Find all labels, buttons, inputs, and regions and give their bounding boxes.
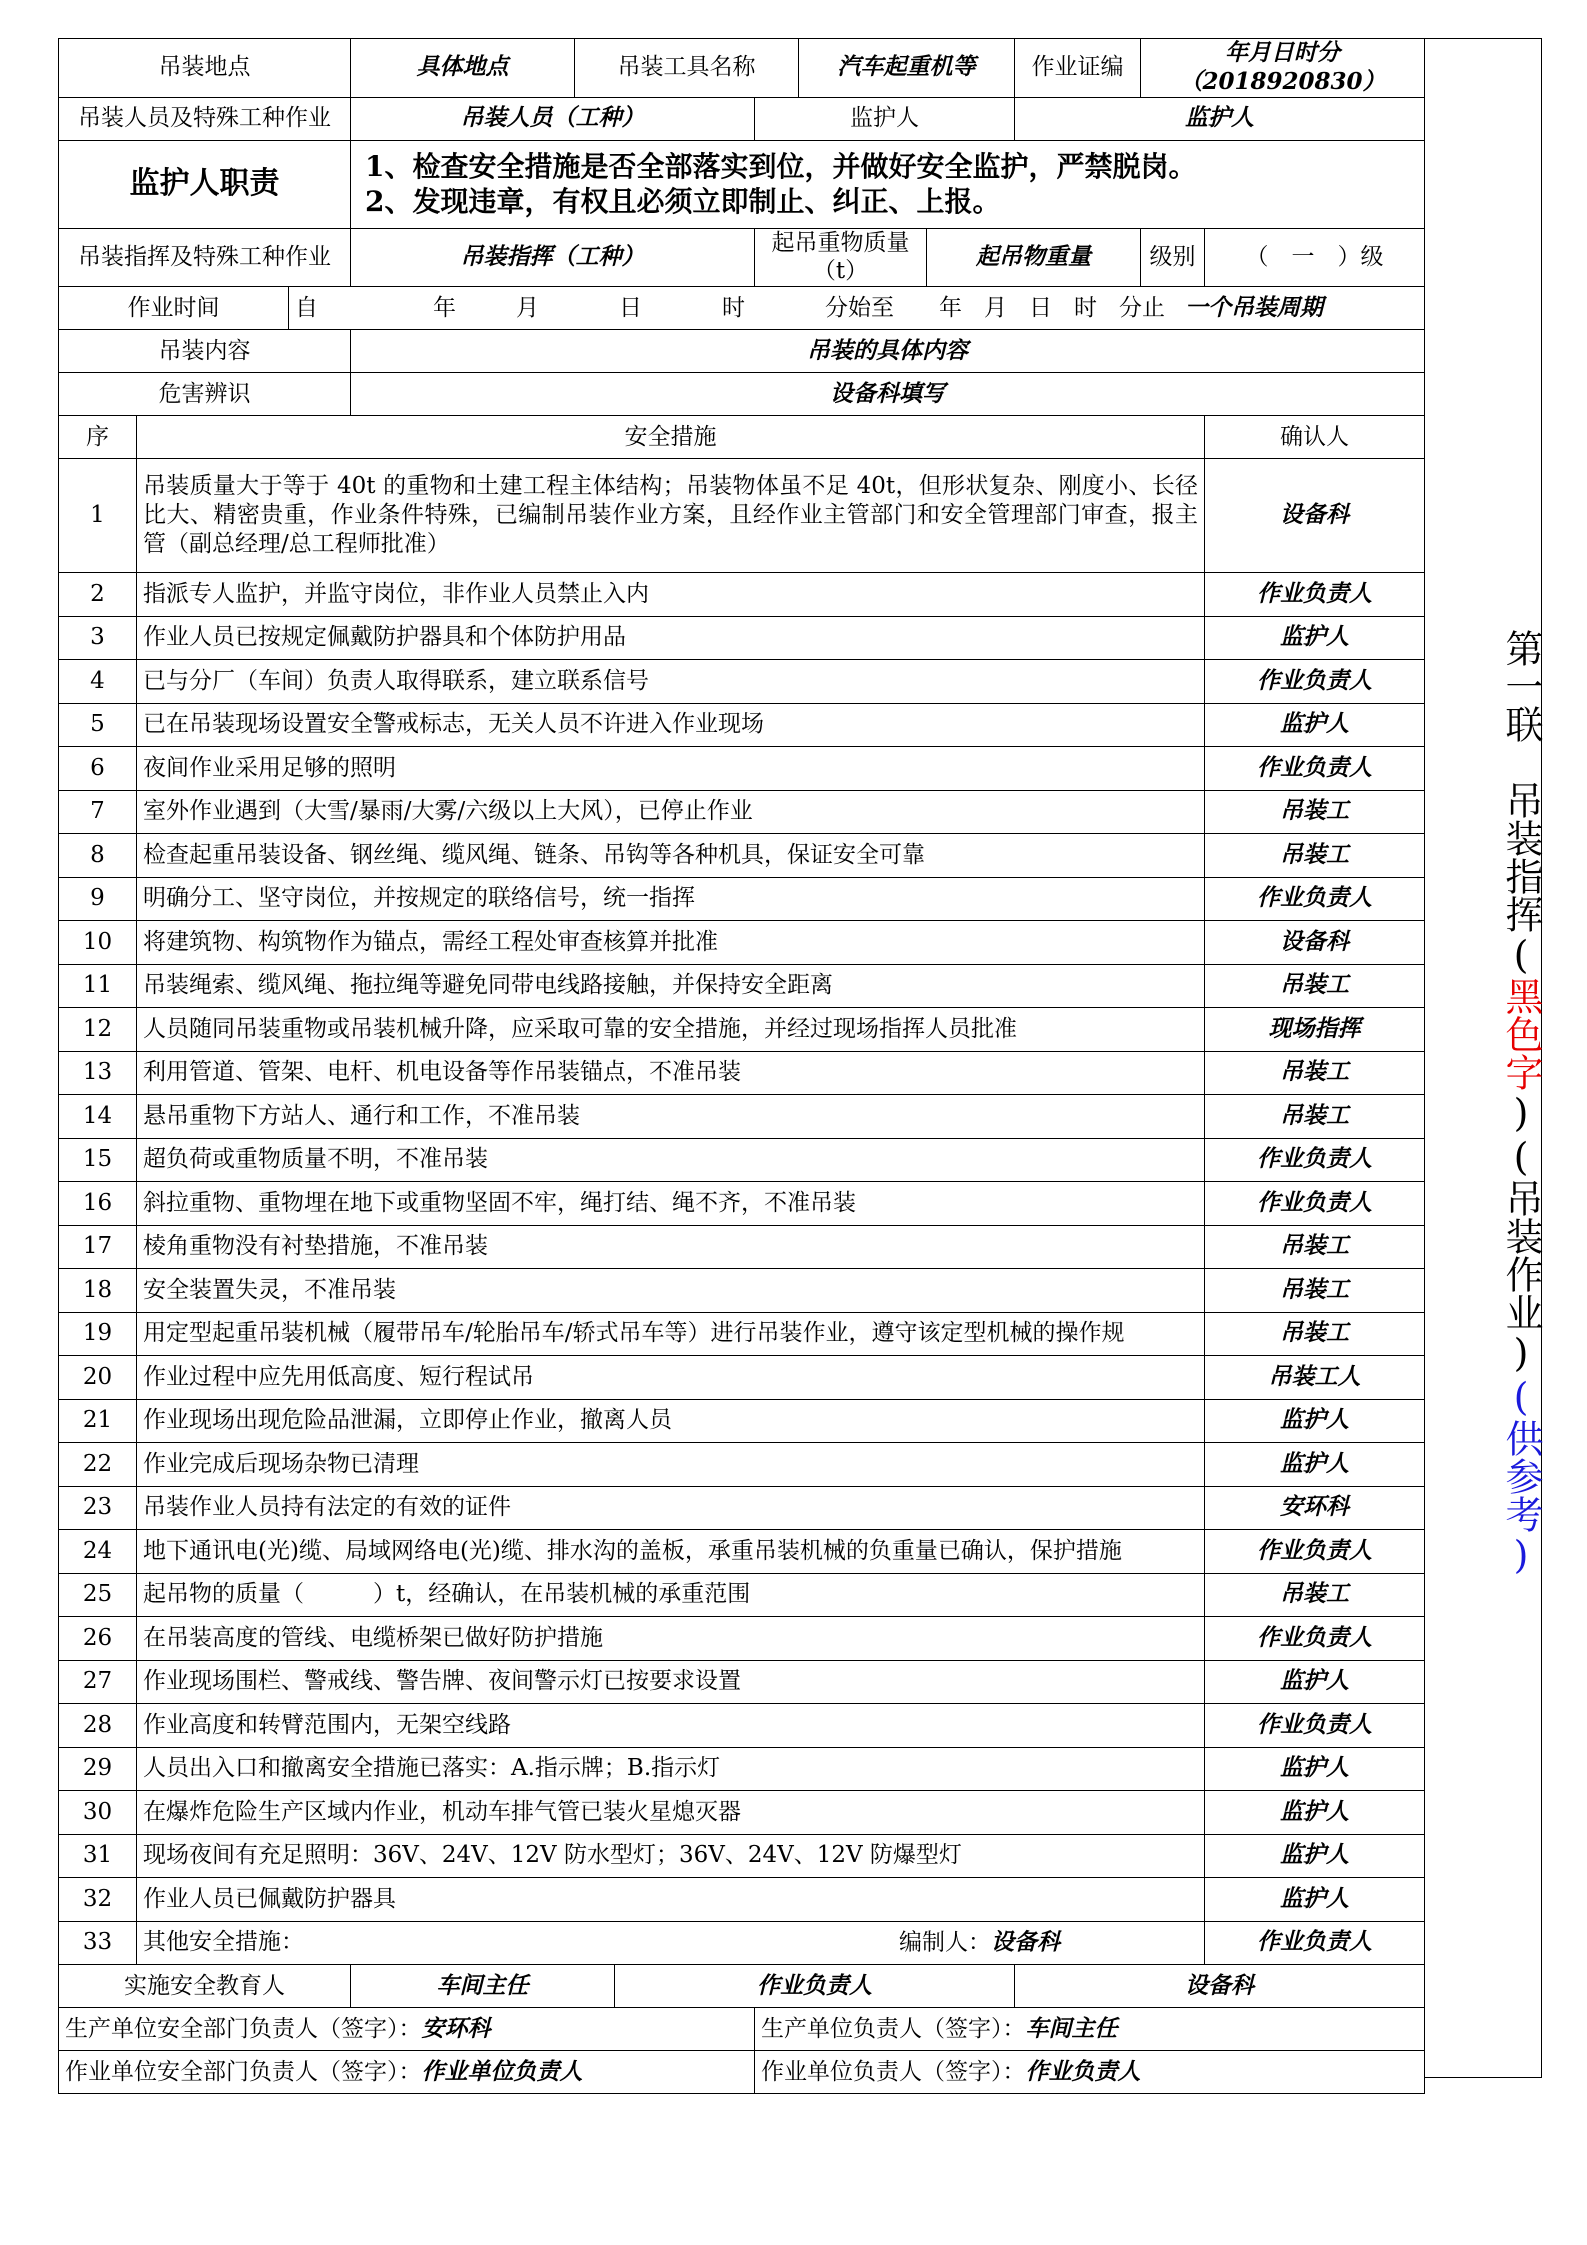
measure-text: 已与分厂（车间）负责人取得联系，建立联系信号 — [137, 660, 1205, 704]
measure-confirm[interactable]: 监护人 — [1205, 1878, 1425, 1922]
row-guardian-duty — [59, 140, 1425, 228]
measure-confirm[interactable]: 设备科 — [1205, 921, 1425, 965]
grade-value[interactable]: （ 一 ）级 — [1205, 228, 1425, 287]
row-command — [59, 228, 1425, 287]
hazard-value[interactable]: 设备科填写 — [351, 373, 1425, 416]
col-measure-header: 安全措施 — [137, 416, 1205, 459]
measure-no: 7 — [59, 790, 137, 834]
measure-text: 检查起重吊装设备、钢丝绳、缆风绳、链条、吊钩等各种机具，保证安全可靠 — [137, 834, 1205, 878]
editor-label: 编制人： — [899, 1929, 991, 1956]
measure-confirm[interactable]: 吊装工 — [1205, 1269, 1425, 1313]
row-measures-header — [59, 416, 1425, 459]
lifting-permit-form — [58, 38, 1425, 2094]
grade-label: 级别 — [1141, 228, 1205, 287]
measure-no: 31 — [59, 1834, 137, 1878]
measure-text: 棱角重物没有衬垫措施，不准吊装 — [137, 1225, 1205, 1269]
signature-cell[interactable] — [59, 2051, 755, 2094]
copy-label-column — [1424, 38, 1542, 2078]
time-day2: 日 — [1029, 294, 1052, 321]
measure-no: 3 — [59, 616, 137, 660]
measure-no: 1 — [59, 459, 137, 573]
measure-text: 室外作业遇到（大雪/暴雨/大雾/六级以上大风），已停止作业 — [137, 790, 1205, 834]
measure-no: 10 — [59, 921, 137, 965]
duty-line-2: 2、发现违章，有权且必须立即制止、纠正、上报。 — [365, 185, 1001, 218]
measure-text: 吊装绳索、缆风绳、拖拉绳等避免同带电线路接触，并保持安全距离 — [137, 964, 1205, 1008]
time-month: 月 — [516, 294, 539, 321]
measure-row — [59, 921, 1425, 965]
measure-no: 28 — [59, 1704, 137, 1748]
measure-confirm[interactable]: 监护人 — [1205, 1660, 1425, 1704]
signature-label: 作业单位安全部门负责人（签字）： — [65, 2058, 422, 2085]
measure-row — [59, 1008, 1425, 1052]
measure-confirm[interactable]: 作业负责人 — [1205, 1704, 1425, 1748]
edu-signer-3[interactable]: 设备科 — [1015, 1965, 1425, 2008]
measure-confirm[interactable]: 吊装工 — [1205, 964, 1425, 1008]
measure-confirm[interactable]: 监护人 — [1205, 1791, 1425, 1835]
measure-confirm[interactable]: 作业负责人 — [1205, 1530, 1425, 1574]
measure-text: 作业人员已按规定佩戴防护器具和个体防护用品 — [137, 616, 1205, 660]
measure-row — [59, 660, 1425, 704]
measure-no: 16 — [59, 1182, 137, 1226]
measure-no: 4 — [59, 660, 137, 704]
measure-confirm[interactable]: 吊装工 — [1205, 1051, 1425, 1095]
row-content — [59, 330, 1425, 373]
measure-text: 地下通讯电(光)缆、局域网络电(光)缆、排水沟的盖板，承重吊装机械的负重量已确认，保护措施 — [137, 1530, 1205, 1574]
permit-page — [58, 38, 1543, 2085]
measure-row — [59, 1095, 1425, 1139]
measure-confirm[interactable]: 监护人 — [1205, 703, 1425, 747]
measure-no: 12 — [59, 1008, 137, 1052]
crew-label: 吊装人员及特殊工种作业 — [59, 97, 351, 140]
row-hazard — [59, 373, 1425, 416]
measure-no: 6 — [59, 747, 137, 791]
measure-text: 作业人员已佩戴防护器具 — [137, 1878, 1205, 1922]
measure-text: 吊装质量大于等于 40t 的重物和土建工程主体结构；吊装物体虽不足 40t，但形状复杂、刚度小、长径比大、精密贵重，作业条件特殊，已编制吊装作业方案，且经作业主管部门和安全管理部门审查，报主管（副总经理/总工程师批准） — [137, 459, 1205, 573]
measure-row — [59, 1399, 1425, 1443]
duty-label: 监护人职责 — [59, 140, 351, 228]
time-hour: 时 — [722, 294, 745, 321]
measure-text: 作业高度和转臂范围内，无架空线路 — [137, 1704, 1205, 1748]
measure-row — [59, 1182, 1425, 1226]
measure-row — [59, 573, 1425, 617]
measure-no: 8 — [59, 834, 137, 878]
measure-row — [59, 459, 1425, 573]
measure-no: 27 — [59, 1660, 137, 1704]
measure-no: 14 — [59, 1095, 137, 1139]
measure-confirm[interactable]: 作业负责人 — [1205, 1921, 1425, 1965]
tool-value[interactable]: 汽车起重机等 — [799, 39, 1015, 98]
location-value[interactable]: 具体地点 — [351, 39, 575, 98]
measure-no: 13 — [59, 1051, 137, 1095]
measure-text: 斜拉重物、重物埋在地下或重物坚固不牢，绳打结、绳不齐，不准吊装 — [137, 1182, 1205, 1226]
copy-label-part3: )(吊装作业) — [1499, 1091, 1543, 1375]
measure-no: 26 — [59, 1617, 137, 1661]
row-safety-education — [59, 1965, 1425, 2008]
measure-row — [59, 1747, 1425, 1791]
tool-label: 吊装工具名称 — [575, 39, 799, 98]
copy-label-red-note: 黑色字 — [1499, 977, 1543, 1091]
measure-no: 9 — [59, 877, 137, 921]
signature-value: 作业单位负责人 — [421, 2057, 583, 2085]
measure-row — [59, 1878, 1425, 1922]
measure-text: 利用管道、管架、电杆、机电设备等作吊装锚点，不准吊装 — [137, 1051, 1205, 1095]
measure-confirm[interactable]: 作业负责人 — [1205, 747, 1425, 791]
measure-confirm[interactable]: 吊装工 — [1205, 790, 1425, 834]
time-year2: 年 — [939, 294, 962, 321]
editor-value: 设备科 — [991, 1928, 1060, 1956]
measure-text: 悬吊重物下方站人、通行和工作，不准吊装 — [137, 1095, 1205, 1139]
signature-cell[interactable] — [755, 2051, 1425, 2094]
measure-text: 已在吊装现场设置安全警戒标志，无关人员不许进入作业现场 — [137, 703, 1205, 747]
copy-label-text — [1424, 629, 1542, 1577]
time-from: 自 — [295, 294, 318, 321]
edu-label: 实施安全教育人 — [59, 1965, 351, 2008]
crew-value[interactable]: 吊装人员（工种） — [351, 97, 755, 140]
measure-row-other — [59, 1921, 1425, 1965]
measure-row — [59, 1269, 1425, 1313]
measure-text: 现场夜间有充足照明：36V、24V、12V 防水型灯；36V、24V、12V 防爆型灯 — [137, 1834, 1205, 1878]
row-production-signatures — [59, 2008, 1425, 2051]
measure-row — [59, 1051, 1425, 1095]
signature-label: 生产单位负责人（签字）： — [761, 2015, 1026, 2042]
other-measures-cell[interactable] — [137, 1921, 1205, 1965]
measure-text: 人员随同吊装重物或吊装机械升降，应采取可靠的安全措施，并经过现场指挥人员批准 — [137, 1008, 1205, 1052]
measure-text: 吊装作业人员持有法定的有效的证件 — [137, 1486, 1205, 1530]
measure-text: 指派专人监护，并监守岗位，非作业人员禁止入内 — [137, 573, 1205, 617]
row-work-time — [59, 287, 1425, 330]
hazard-label: 危害辨识 — [59, 373, 351, 416]
measure-text: 夜间作业采用足够的照明 — [137, 747, 1205, 791]
measure-no: 20 — [59, 1356, 137, 1400]
measure-no: 22 — [59, 1443, 137, 1487]
measure-no: 29 — [59, 1747, 137, 1791]
signature-cell[interactable] — [59, 2008, 755, 2051]
measure-confirm[interactable]: 作业负责人 — [1205, 1138, 1425, 1182]
measure-confirm[interactable]: 设备科 — [1205, 459, 1425, 573]
signature-value: 安环科 — [421, 2014, 491, 2042]
content-label: 吊装内容 — [59, 330, 351, 373]
measure-text: 在爆炸危险生产区域内作业，机动车排气管已装火星熄灭器 — [137, 1791, 1205, 1835]
row-location — [59, 39, 1425, 98]
measure-confirm[interactable]: 吊装工 — [1205, 1225, 1425, 1269]
weight-label: 起吊重物质量（t） — [755, 228, 927, 287]
measure-row — [59, 1617, 1425, 1661]
measure-no: 23 — [59, 1486, 137, 1530]
measure-row — [59, 1791, 1425, 1835]
measure-row — [59, 1443, 1425, 1487]
measure-confirm[interactable]: 监护人 — [1205, 616, 1425, 660]
measure-confirm[interactable]: 安环科 — [1205, 1486, 1425, 1530]
measure-confirm[interactable]: 作业负责人 — [1205, 660, 1425, 704]
measure-no: 11 — [59, 964, 137, 1008]
permit-label: 作业证编 — [1015, 39, 1141, 98]
measure-text: 作业现场出现危险品泄漏，立即停止作业，撤离人员 — [137, 1399, 1205, 1443]
measure-text: 作业过程中应先用低高度、短行程试吊 — [137, 1356, 1205, 1400]
measure-text: 安全装置失灵，不准吊装 — [137, 1269, 1205, 1313]
location-label: 吊装地点 — [59, 39, 351, 98]
measure-row — [59, 834, 1425, 878]
measure-row — [59, 877, 1425, 921]
measure-text: 作业现场围栏、警戒线、警告牌、夜间警示灯已按要求设置 — [137, 1660, 1205, 1704]
measure-no: 19 — [59, 1312, 137, 1356]
measure-row — [59, 703, 1425, 747]
permit-value[interactable]: 年月日时分（2018920830） — [1141, 39, 1425, 98]
measure-text: 用定型起重吊装机械（履带吊车/轮胎吊车/轿式吊车等）进行吊装作业，遵守该定型机械的操作规 — [137, 1312, 1205, 1356]
row-contractor-signatures — [59, 2051, 1425, 2094]
measure-text: 作业完成后现场杂物已清理 — [137, 1443, 1205, 1487]
measure-confirm[interactable]: 监护人 — [1205, 1443, 1425, 1487]
time-min-end: 分止 — [1119, 294, 1165, 321]
weight-value[interactable]: 起吊物重量 — [927, 228, 1141, 287]
measure-text: 明确分工、坚守岗位，并按规定的联络信号，统一指挥 — [137, 877, 1205, 921]
measure-row — [59, 616, 1425, 660]
copy-label-part1: 第一联 吊装指挥( — [1499, 629, 1543, 977]
measure-no: 2 — [59, 573, 137, 617]
content-value[interactable]: 吊装的具体内容 — [351, 330, 1425, 373]
measure-no: 5 — [59, 703, 137, 747]
measure-no: 18 — [59, 1269, 137, 1313]
edu-signer-2[interactable]: 作业负责人 — [615, 1965, 1015, 2008]
signature-label: 生产单位安全部门负责人（签字）： — [65, 2015, 422, 2042]
measure-confirm[interactable]: 作业负责人 — [1205, 573, 1425, 617]
measure-row — [59, 1225, 1425, 1269]
measure-row — [59, 1356, 1425, 1400]
measure-no: 24 — [59, 1530, 137, 1574]
measure-no: 25 — [59, 1573, 137, 1617]
measure-confirm[interactable]: 作业负责人 — [1205, 1182, 1425, 1226]
copy-label-blue-note: (供参考) — [1499, 1375, 1543, 1577]
measure-row — [59, 964, 1425, 1008]
measure-row — [59, 1573, 1425, 1617]
measure-text: 人员出入口和撤离安全措施已落实：A.指示牌；B.指示灯 — [137, 1747, 1205, 1791]
measure-no: 32 — [59, 1878, 137, 1922]
measure-text: 在吊装高度的管线、电缆桥架已做好防护措施 — [137, 1617, 1205, 1661]
time-day: 日 — [619, 294, 642, 321]
measure-confirm[interactable]: 现场指挥 — [1205, 1008, 1425, 1052]
measure-row — [59, 1834, 1425, 1878]
measure-confirm[interactable]: 吊装工 — [1205, 1573, 1425, 1617]
col-confirm-header: 确认人 — [1205, 416, 1425, 459]
time-label: 作业时间 — [59, 287, 289, 330]
measure-confirm[interactable]: 监护人 — [1205, 1399, 1425, 1443]
measure-confirm[interactable]: 吊装工 — [1205, 1095, 1425, 1139]
measure-row — [59, 790, 1425, 834]
time-period: 一个吊装周期 — [1185, 293, 1323, 321]
measure-no: 15 — [59, 1138, 137, 1182]
editor-field — [899, 1928, 1060, 1957]
measure-confirm[interactable]: 监护人 — [1205, 1834, 1425, 1878]
signature-cell[interactable] — [755, 2008, 1425, 2051]
duty-text — [351, 140, 1425, 228]
measure-confirm[interactable]: 吊装工 — [1205, 834, 1425, 878]
measure-text: 起吊物的质量（ ）t，经确认，在吊装机械的承重范围 — [137, 1573, 1205, 1617]
measure-row — [59, 747, 1425, 791]
measure-no: 21 — [59, 1399, 137, 1443]
measure-confirm[interactable]: 吊装工 — [1205, 1312, 1425, 1356]
edu-signer-1[interactable]: 车间主任 — [351, 1965, 615, 2008]
signature-value: 作业负责人 — [1025, 2057, 1141, 2085]
time-hour2: 时 — [1074, 294, 1097, 321]
row-crew — [59, 97, 1425, 140]
duty-line-1: 1、检查安全措施是否全部落实到位，并做好安全监护，严禁脱岗。 — [365, 150, 1197, 183]
col-no-header: 序 — [59, 416, 137, 459]
measure-row — [59, 1704, 1425, 1748]
signature-value: 车间主任 — [1025, 2014, 1118, 2042]
measure-row — [59, 1138, 1425, 1182]
signature-label: 作业单位负责人（签字）： — [761, 2058, 1026, 2085]
time-min-to: 分始至 — [825, 294, 894, 321]
measure-confirm[interactable]: 作业负责人 — [1205, 877, 1425, 921]
command-value[interactable]: 吊装指挥（工种） — [351, 228, 755, 287]
measure-row — [59, 1530, 1425, 1574]
command-label: 吊装指挥及特殊工种作业 — [59, 228, 351, 287]
time-month2: 月 — [984, 294, 1007, 321]
time-year: 年 — [433, 294, 456, 321]
measure-confirm[interactable]: 作业负责人 — [1205, 1617, 1425, 1661]
guardian-label: 监护人 — [755, 97, 1015, 140]
time-value[interactable] — [289, 287, 1425, 330]
measure-confirm[interactable]: 吊装工人 — [1205, 1356, 1425, 1400]
measure-no: 33 — [59, 1921, 137, 1965]
measure-row — [59, 1660, 1425, 1704]
measure-text: 将建筑物、构筑物作为锚点，需经工程处审查核算并批准 — [137, 921, 1205, 965]
other-measures-label: 其他安全措施： — [143, 1929, 304, 1956]
measure-no: 17 — [59, 1225, 137, 1269]
measure-row — [59, 1486, 1425, 1530]
measure-no: 30 — [59, 1791, 137, 1835]
measure-row — [59, 1312, 1425, 1356]
measure-text: 超负荷或重物质量不明，不准吊装 — [137, 1138, 1205, 1182]
guardian-value[interactable]: 监护人 — [1015, 97, 1425, 140]
measure-confirm[interactable]: 监护人 — [1205, 1747, 1425, 1791]
